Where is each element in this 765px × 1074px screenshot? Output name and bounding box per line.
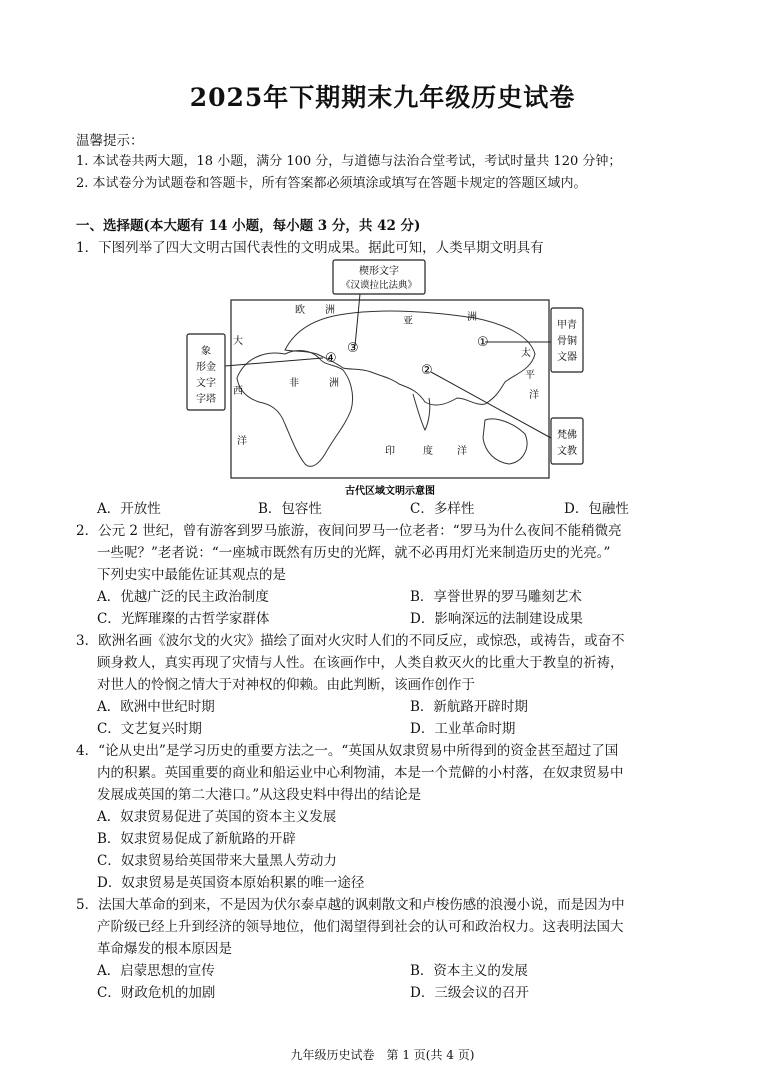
q4-option-c: C．奴隶贸易给英国带来大量黑人劳动力	[97, 853, 337, 869]
map-marker-4: ④	[325, 351, 337, 366]
q4-line-2: 内的积累。英国重要的商业和船运业中心利物浦，本是一个荒僻的小村落，在奴隶贸易中	[97, 765, 624, 781]
q4-line-3: 发展成英国的第二大港口。”从这段史料中得出的结论是	[97, 787, 422, 803]
section-heading: 一、选择题(本大题有 14 小题，每小题 3 分，共 42 分)	[76, 218, 421, 234]
q2-line-2: 一些呢？”老者说：“一座城市既然有历史的光辉，就不必再用灯光来制造历史的光亮。”	[97, 545, 611, 561]
q4-option-a: A．奴隶贸易促进了英国的资本主义发展	[97, 809, 337, 825]
q4-option-d: D．奴隶贸易是英国资本原始积累的唯一途径	[97, 875, 365, 891]
q1-stem: 1．下图列举了四大文明古国代表性的文明成果。据此可知，人类早期文明具有	[76, 240, 544, 256]
map-label-zhou1: 洲	[325, 305, 335, 316]
q1-option-b: B．包容性	[258, 501, 322, 517]
map-label-da: 大	[233, 336, 243, 347]
map-marker-1: ①	[477, 335, 489, 350]
map-box-left-2: 文字	[196, 378, 216, 389]
q3-line-3: 对世人的怜悯之情大于对神权的仰赖。由此判断，该画作创作于	[97, 677, 475, 693]
q4-line-1: 4．“论从史出”是学习历史的重要方法之一。“英国从奴隶贸易中所得到的资金甚至超过了国	[76, 743, 619, 759]
map-label-yang3: 洋	[457, 446, 467, 457]
exam-title: 2025年下期期末九年级历史试卷	[189, 83, 576, 112]
q1-option-d: D．包融性	[564, 501, 629, 517]
map-label-ou: 欧	[295, 305, 305, 316]
q2-option-c: C．光辉璀璨的古哲学家群体	[97, 611, 270, 627]
map-label-zhou2: 洲	[467, 312, 477, 323]
q3-option-c: C．文艺复兴时期	[97, 721, 202, 737]
ancient-civilizations-map	[185, 258, 585, 498]
page-footer: 九年级历史试卷 第 1 页(共 4 页)	[290, 1048, 475, 1062]
map-label-yang2: 洋	[529, 390, 539, 401]
map-marker-2: ②	[421, 363, 433, 378]
q2-line-1: 2．公元 2 世纪，曾有游客到罗马旅游，夜间问罗马一位老者：“罗马为什么夜间不能稍微亮	[76, 523, 622, 539]
map-label-tai: 太	[521, 348, 531, 359]
q5-option-b: B．资本主义的发展	[410, 963, 528, 979]
map-box-right-top-0: 甲青	[557, 320, 577, 331]
map-box-right-top-2: 文器	[557, 352, 577, 363]
tip-2: 2. 本试卷分为试题卷和答题卡，所有答案都必须填涂或填写在答题卡规定的答题区域内。	[76, 176, 587, 191]
q3-option-b: B．新航路开辟时期	[410, 699, 528, 715]
q2-line-3: 下列史实中最能佐证其观点的是	[97, 567, 286, 583]
q3-option-a: A．欧洲中世纪时期	[97, 699, 215, 715]
q5-option-a: A．启蒙思想的宣传	[97, 963, 215, 979]
map-box-top-line2: 《汉谟拉比法典》	[340, 280, 418, 291]
q5-option-c: C．财政危机的加剧	[97, 985, 216, 1001]
map-label-ping: 平	[525, 370, 535, 381]
q2-option-a: A．优越广泛的民主政治制度	[97, 589, 269, 605]
map-box-left-0: 象	[201, 346, 211, 357]
map-caption: 古代区域文明示意图	[345, 486, 435, 497]
q1-option-c: C．多样性	[410, 501, 475, 517]
map-label-yin: 印	[385, 446, 395, 457]
q3-line-2: 顾身救人，真实再现了灾情与人性。在该画作中，人类自救灭火的比重大于教皇的祈祷，	[97, 655, 624, 671]
map-label-ya: 亚	[403, 316, 413, 327]
q2-option-b: B．享誉世界的罗马雕刻艺术	[410, 589, 582, 605]
map-box-top-line1: 楔形文字	[359, 266, 399, 277]
q5-option-d: D．三级会议的召开	[410, 985, 529, 1001]
map-box-right-bottom-0: 梵佛	[557, 430, 577, 441]
map-box-left-1: 形金	[196, 362, 216, 373]
q4-option-b: B．奴隶贸易促成了新航路的开辟	[97, 831, 296, 847]
q5-line-3: 革命爆发的根本原因是	[97, 941, 232, 957]
q5-line-1: 5．法国大革命的到来，不是因为伏尔泰卓越的讽刺散文和卢梭伤感的浪漫小说，而是因为中	[76, 897, 625, 913]
q3-line-1: 3．欧洲名画《波尔戈的火灾》描绘了面对火灾时人们的不同反应，或惊恐，或祷告，或奋不	[76, 633, 625, 649]
tip-1: 1. 本试卷共两大题，18 小题，满分 100 分，与道德与法治合堂考试，考试时量共 120 分钟；	[76, 154, 622, 169]
map-label-du: 度	[423, 446, 433, 457]
q2-option-d: D．影响深远的法制建设成果	[410, 611, 583, 627]
tips-heading: 温馨提示：	[76, 133, 144, 149]
map-label-xi: 西	[233, 386, 243, 397]
map-label-zhou3: 洲	[329, 378, 339, 389]
q5-line-2: 产阶级已经上升到经济的领导地位，他们渴望得到社会的认可和政治权力。这表明法国大	[97, 919, 624, 935]
map-box-right-top-1: 骨铜	[557, 336, 577, 347]
map-marker-3: ③	[347, 341, 359, 356]
map-box-right-bottom-1: 文教	[557, 446, 577, 457]
q3-option-d: D．工业革命时期	[410, 721, 516, 737]
map-box-left-3: 字塔	[196, 394, 216, 405]
map-label-fei: 非	[289, 378, 299, 389]
map-label-yang1: 洋	[237, 436, 247, 447]
q1-option-a: A．开放性	[97, 501, 161, 517]
